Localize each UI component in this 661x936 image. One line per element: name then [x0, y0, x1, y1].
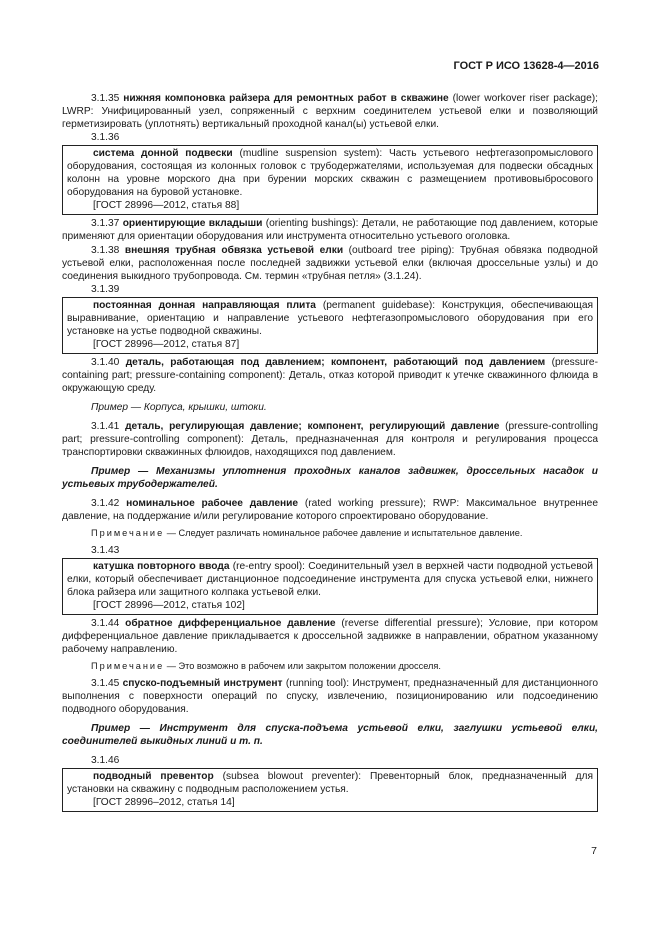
entry-number: 3.1.35 [91, 93, 120, 104]
entry-term: катушка повторного ввода [93, 561, 230, 572]
entry-number: 3.1.37 [91, 218, 120, 229]
term-entry-3-1-46 [67, 770, 593, 796]
note-label: Примечание [91, 661, 165, 671]
boxed-term-3-1-39 [62, 297, 598, 354]
entry-number-3-1-46: 3.1.46 [91, 755, 120, 766]
entry-definition: (subsea blowout preventer): Превенторный блок, предназначенный для установки на скважину с подводным расположением устья. [67, 771, 593, 795]
entry-note [62, 527, 598, 540]
term-entry-3-1-36 [67, 147, 593, 199]
note-text: — Это возможно в рабочем или закрытом положении дросселя. [164, 661, 441, 671]
entry-definition: (rated working pressure); RWP: Максимальное внутреннее давление, на поддержание и/или регулирование которого спроектировано оборудование. [62, 498, 598, 522]
term-entry-3-1-44 [62, 617, 598, 656]
term-entry-3-1-39 [67, 299, 593, 338]
term-entry-3-1-38 [62, 244, 598, 283]
entry-example: Пример — Механизмы уплотнения проходных каналов задвижек, дроссельных насадок и устьевых трубодержателей. [62, 466, 598, 490]
entry-number: 3.1.40 [91, 357, 120, 368]
term-entry-3-1-40 [62, 356, 598, 395]
entry-number-3-1-36: 3.1.36 [91, 132, 120, 143]
entry-term: внешняя трубная обвязка устьевой елки [124, 245, 344, 256]
entry-term: система донной подвески [93, 148, 233, 159]
boxed-term-3-1-46 [62, 768, 598, 812]
entry-example: Пример — Инструмент для спуска-подъема устьевой елки, заглушки устьевой елки, соединителей выкидных линий и т. п. [62, 723, 598, 747]
entry-definition: (re-entry spool): Соединительный узел в верхней части подводной устьевой елки, который обеспечивает дистанционное подсоединение инструмента для спуска устьевой елки, нижнего блока райзера или защитного колпака устьевой елки. [67, 561, 594, 598]
term-entry-3-1-35 [62, 92, 598, 131]
entry-example: Пример — Корпуса, крышки, штоки. [91, 402, 267, 413]
entry-term: нижняя компоновка райзера для ремонтных работ в скважине [123, 93, 449, 104]
term-entry-3-1-41 [62, 420, 598, 459]
entry-reference: [ГОСТ 28996–2012, статья 14] [93, 797, 235, 808]
entry-number-3-1-43: 3.1.43 [91, 545, 120, 556]
entry-definition: (permanent guidebase): Конструкция, обеспечивающая выравнивание, ориентацию и направление устьевого нефтегазопромыслового оборудования при его установке на устье подводной скважины. [67, 300, 594, 337]
term-entry-3-1-45 [62, 677, 598, 716]
document-body [62, 92, 598, 814]
entry-number: 3.1.45 [91, 678, 120, 689]
entry-number-3-1-39: 3.1.39 [91, 284, 120, 295]
entry-definition: (mudline suspension system): Часть устьевого нефтегазопромыслового оборудования, состоящая из колонных головок с трубодержателями, используемая для подвески обсадных колонн на уровне морского дна при бурении морских скважин с размещением противовыбросового оборудования на буровой установке. [67, 148, 593, 198]
term-entry-3-1-37 [62, 217, 598, 243]
entry-definition: (outboard tree piping): Трубная обвязка подводной устьевой елки, расположенная после последней задвижки устьевой елки (включая дроссельные узлы) и до соединения выкидного трубопровода. См. термин «трубная петля» (3.1.24). [62, 245, 598, 282]
page-header-title: ГОСТ Р ИСО 13628-4—2016 [453, 60, 599, 72]
entry-number: 3.1.42 [91, 498, 120, 509]
boxed-term-3-1-43 [62, 558, 598, 615]
entry-note [62, 660, 598, 673]
entry-reference: [ГОСТ 28996—2012, статья 87] [93, 339, 240, 350]
entry-term: спуско-подъемный инструмент [122, 678, 283, 689]
entry-definition: (pressure-controlling part; pressure-controlling component): Деталь, предназначенная для контроля и регулирования процесса транспортировки скважинных флюидов, находящихся под давлением. [62, 421, 598, 458]
boxed-term-3-1-36 [62, 145, 598, 215]
entry-definition: (lower workover riser package); LWRP: Унифицированный узел, сопряженный с верхним соединителем устьевой елки и позволяющий герметизировать (уплотнять) вертикальный проходной канал(ы) устьевой елки. [62, 93, 598, 130]
entry-term: деталь, работающая под давлением; компонент, работающий под давлением [125, 357, 546, 368]
term-entry-3-1-42 [62, 497, 598, 523]
page-number: 7 [591, 845, 597, 857]
note-text: — Следует различать номинальное рабочее давление и испытательное давление. [164, 528, 523, 538]
entry-term: обратное дифференциальное давление [125, 618, 336, 629]
entry-definition: (pressure-containing part; pressure-containing component): Деталь, отказ которой приводит к утечке скважинного флюида в окружающую среду. [62, 357, 598, 394]
entry-term: деталь, регулирующая давление; компонент, регулирующий давление [125, 421, 500, 432]
entry-term: подводный превентор [93, 771, 214, 782]
term-entry-3-1-43 [67, 560, 593, 599]
entry-definition: (reverse differential pressure); Условие, при котором дифференциальное давление прикладывается к дроссельной задвижке в направлении, обратном указанному рабочему направлению. [62, 618, 599, 655]
entry-term: постоянная донная направляющая плита [93, 300, 316, 311]
entry-number: 3.1.38 [91, 245, 120, 256]
entry-definition: (running tool): Инструмент, предназначенный для дистанционного выполнения с поверхности операций по спуску, извлечению, позиционированию или подсоединению подводного оборудования. [62, 678, 599, 715]
entry-number: 3.1.41 [91, 421, 120, 432]
entry-reference: [ГОСТ 28996—2012, статья 88] [93, 200, 240, 211]
entry-term: номинальное рабочее давление [126, 498, 299, 509]
entry-number: 3.1.44 [91, 618, 120, 629]
entry-definition: (orienting bushings): Детали, не работающие под давлением, которые применяют для ориентации оборудования или инструмента относительно устьевого оголовка. [62, 218, 598, 242]
entry-term: ориентирующие вкладыши [122, 218, 263, 229]
note-label: Примечание [91, 528, 165, 538]
entry-reference: [ГОСТ 28996—2012, статья 102] [93, 600, 245, 611]
